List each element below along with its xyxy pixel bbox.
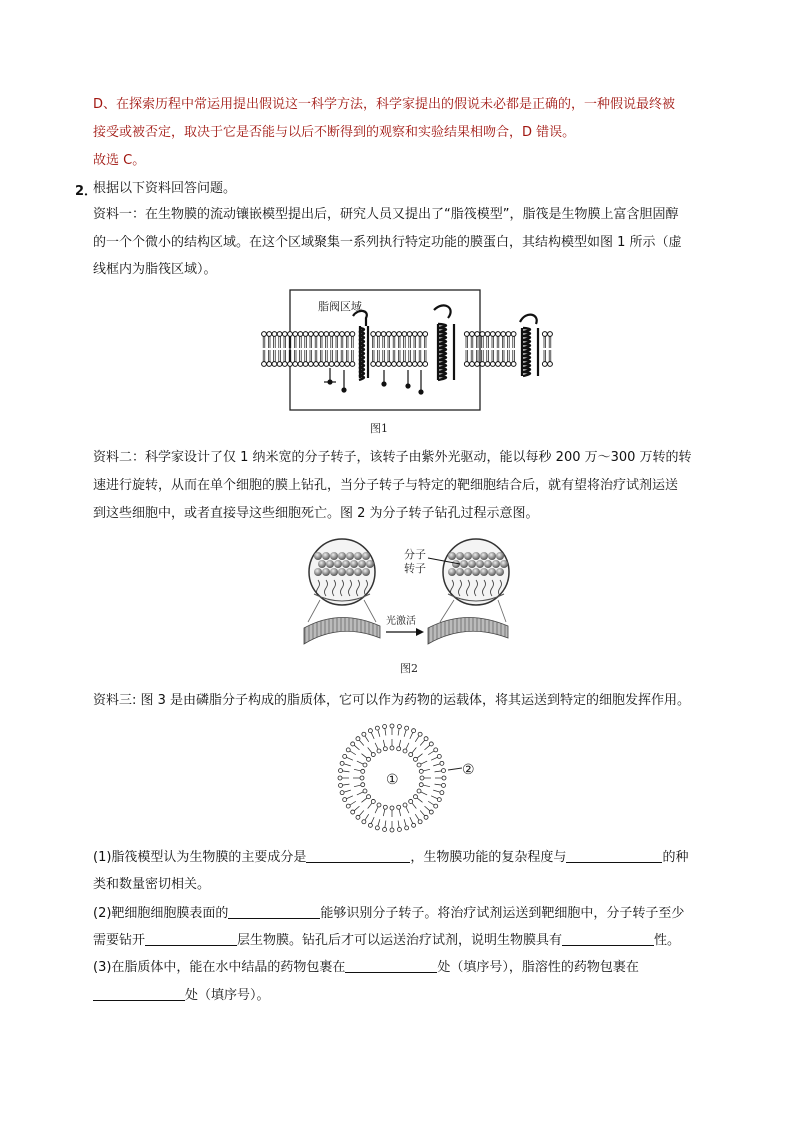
- q3-line1: (3)在脂质体中，能在水中结晶的药物包裹在 处（填序号），脂溶性的药物包裹在: [93, 960, 639, 975]
- material1-line3: 线框内为脂筏区域）。: [93, 262, 217, 277]
- q1-line2: 类和数量密切相关。: [93, 877, 211, 892]
- answer-blank-q2-2[interactable]: [145, 931, 237, 946]
- figure-2-molecular-rotor: [300, 536, 510, 656]
- fig2-rotor-label1: 分子: [404, 548, 426, 561]
- fig1-raft-label: 脂阀区域: [318, 300, 362, 313]
- answer-blank-q1-1[interactable]: [306, 848, 410, 863]
- material1-line2: 的一个个微小的结构区域。在这个区域聚集一系列执行特定功能的膜蛋白，其结构模型如图 1 所示（虚: [93, 235, 682, 250]
- question-number: 2．: [75, 184, 98, 199]
- material2-line3: 到这些细胞中，或者直接导这些细胞死亡。图 2 为分子转子钻孔过程示意图。: [93, 506, 539, 521]
- fig2-arrow-label: 光激活: [386, 616, 416, 627]
- fig3-inner-label: ①: [386, 772, 399, 788]
- fig2-rotor-label2: 转子: [404, 562, 426, 575]
- answer-blank-q2-1[interactable]: [228, 904, 320, 919]
- q1-line1: (1)脂筏模型认为生物膜的主要成分是 ，生物膜功能的复杂程度与 的种: [93, 850, 689, 865]
- answer-blank-q3-2[interactable]: [93, 986, 185, 1001]
- answer-d-line1: D、在探索历程中常运用提出假说这一科学方法，科学家提出的假说未必都是正确的，一种假说最终被: [93, 97, 676, 112]
- figure-1-caption: 图1: [370, 422, 388, 435]
- material3-line1: 资料三: 图 3 是由磷脂分子构成的脂质体，它可以作为药物的运载体，将其运送到特定的细胞发挥作用。: [93, 693, 691, 708]
- fig3-outer-label: ②: [462, 762, 475, 778]
- q2-line1: (2)靶细胞细胞膜表面的 能够识别分子转子。将治疗试剂运送到靶细胞中，分子转子至少: [93, 906, 685, 921]
- answer-choice: 故选 C。: [93, 153, 146, 168]
- answer-blank-q1-2[interactable]: [566, 848, 662, 863]
- material1-line1: 资料一：在生物膜的流动镶嵌模型提出后，研究人员又提出了“脂筏模型”，脂筏是生物膜上富含胆固醇: [93, 207, 679, 222]
- q3-line2: 处（填序号）。: [93, 986, 733, 1005]
- material2-line1: 资料二：科学家设计了仅 1 纳米宽的分子转子，该转子由紫外光驱动，能以每秒 200 万～300 万转的转: [93, 450, 692, 465]
- answer-blank-q3-1[interactable]: [345, 958, 437, 973]
- figure-3-liposome: [330, 722, 490, 838]
- answer-blank-q2-3[interactable]: [562, 931, 654, 946]
- q2-line2: 需要钻开 层生物膜。钻孔后才可以运送治疗试剂，说明生物膜具有 性。: [93, 933, 681, 948]
- figure-2-caption: 图2: [400, 662, 418, 675]
- answer-d-line2: 接受或被否定，取决于它是否能与以后不断得到的观察和实验结果相吻合，D 错误。: [93, 125, 576, 140]
- material2-line2: 速进行旋转，从而在单个细胞的膜上钻孔，当分子转子与特定的靶细胞结合后，就有望将治疗试剂运送: [93, 478, 679, 493]
- question-intro: 根据以下资料回答问题。: [93, 181, 237, 196]
- figure-1-lipid-raft: [258, 288, 558, 414]
